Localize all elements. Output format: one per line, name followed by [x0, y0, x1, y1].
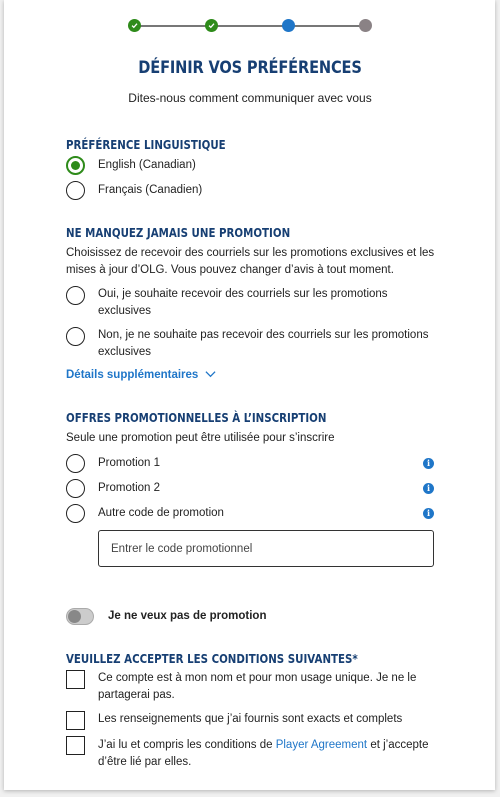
info-icon[interactable]: i	[423, 458, 434, 469]
checkbox-own-account[interactable]	[66, 670, 85, 689]
checkbox-player-agreement-label-line2: d’être lié par elles.	[98, 756, 192, 768]
chevron-down-icon	[205, 370, 216, 378]
player-agreement-link[interactable]: Player Agreement	[275, 739, 368, 751]
radio-emails-yes-label-line1: Oui, je souhaite recevoir des courriels sur les promotions	[98, 288, 388, 300]
checkbox-player-agreement[interactable]	[66, 736, 85, 755]
radio-promotion-2[interactable]	[66, 479, 85, 498]
language-section-title: PRÉFÉRENCE LINGUISTIQUE	[66, 137, 226, 152]
radio-other-promo-code[interactable]	[66, 504, 85, 523]
radio-promotion-2-label: Promotion 2	[98, 482, 161, 494]
radio-emails-yes-label-line2: exclusives	[98, 305, 152, 317]
check-icon	[131, 22, 138, 29]
step-3-current	[282, 19, 295, 32]
step-2-complete	[205, 19, 218, 32]
promotion-emails-description-line1: Choisissez de recevoir des courriels sur les promotions exclusives et les	[66, 247, 435, 259]
step-4-pending	[359, 19, 372, 32]
signup-offers-section-title: OFFRES PROMOTIONNELLES À L’INSCRIPTION	[66, 410, 327, 425]
player-agreement-text-post: et j’accepte	[367, 739, 429, 751]
radio-emails-no[interactable]	[66, 327, 85, 346]
checkbox-accurate-info-label: Les renseignements que j’ai fournis sont exacts et complets	[98, 713, 403, 725]
promotion-emails-description-line2: mises à jour d’OLG. Vous pouvez changer d’avis à tout moment.	[66, 264, 394, 276]
radio-emails-no-label-line1: Non, je ne souhaite pas recevoir des courriels sur les promotions	[98, 329, 429, 341]
radio-emails-yes[interactable]	[66, 286, 85, 305]
no-promotion-toggle[interactable]	[66, 608, 94, 625]
page-title: DÉFINIR VOS PRÉFÉRENCES	[138, 58, 362, 78]
toggle-knob	[68, 610, 81, 623]
details-link-label: Détails supplémentaires	[66, 369, 199, 381]
radio-francais-label: Français (Canadien)	[98, 184, 203, 196]
step-1-complete	[128, 19, 141, 32]
checkbox-own-account-label-line1: Ce compte est à mon nom et pour mon usage unique. Je ne le	[98, 672, 417, 684]
page-subtitle: Dites-nous comment communiquer avec vous	[128, 91, 372, 105]
checkbox-accurate-info[interactable]	[66, 711, 85, 730]
info-icon[interactable]: i	[423, 508, 434, 519]
radio-english[interactable]	[66, 156, 85, 175]
promotion-emails-section-title: NE MANQUEZ JAMAIS UNE PROMOTION	[66, 225, 291, 240]
radio-emails-no-label-line2: exclusives	[98, 346, 152, 358]
radio-promotion-1-label: Promotion 1	[98, 457, 161, 469]
promo-code-input[interactable]	[98, 530, 434, 567]
signup-offers-description: Seule une promotion peut être utilisée pour s’inscrire	[66, 432, 335, 444]
stepper-line	[134, 25, 366, 27]
info-icon[interactable]: i	[423, 483, 434, 494]
radio-other-promo-code-label: Autre code de promotion	[98, 507, 224, 519]
no-promotion-toggle-label: Je ne veux pas de promotion	[108, 610, 267, 622]
details-link[interactable]	[66, 369, 216, 381]
checkbox-own-account-label-line2: partagerai pas.	[98, 689, 175, 701]
radio-english-label: English (Canadian)	[98, 159, 196, 171]
conditions-section-title: VEUILLEZ ACCEPTER LES CONDITIONS SUIVANTES*	[66, 651, 358, 666]
radio-promotion-1[interactable]	[66, 454, 85, 473]
player-agreement-text-pre: J’ai lu et compris les conditions de	[98, 739, 276, 751]
checkbox-player-agreement-label-line1	[98, 737, 429, 754]
check-icon	[208, 22, 215, 29]
radio-francais[interactable]	[66, 181, 85, 200]
